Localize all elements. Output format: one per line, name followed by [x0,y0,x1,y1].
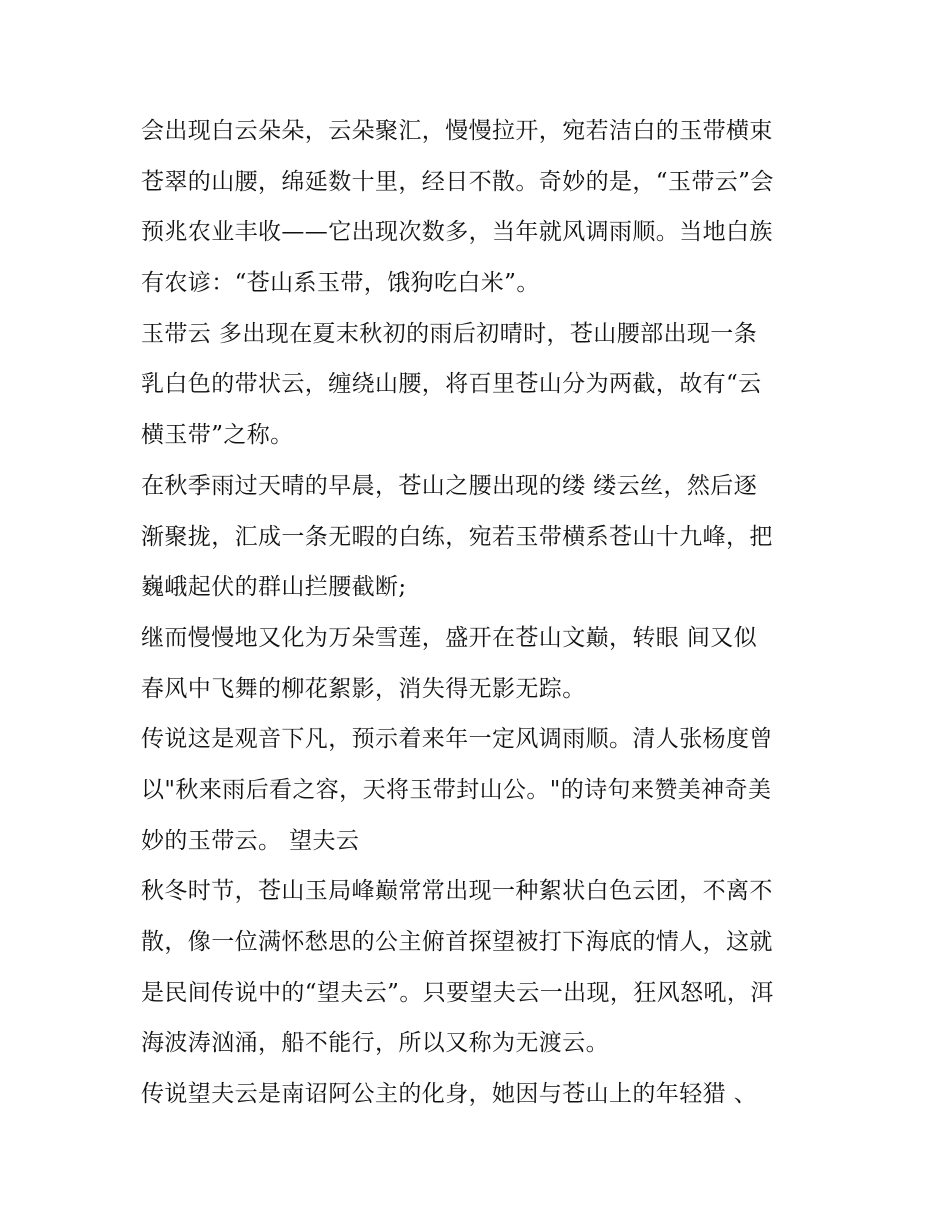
text-line: 横玉带”之称。 [141,422,294,449]
text-line: 会出现白云朵朵，云朵聚汇，慢慢拉开，宛若洁白的玉带横束 [141,118,773,144]
text-line: 巍峨起伏的群山拦腰截断; [141,574,407,601]
text-line: 是民间传说中的“望夫云”。只要望夫云一出现，狂风怒吼，洱 [141,979,774,1006]
text-line: 传说这是观音下凡，预示着来年一定风调雨顺。清人张杨度曾 [141,726,773,753]
text-line: 散，像一位满怀愁思的公主俯首探望被打下海底的情人，这就 [141,929,773,955]
text-line: 传说望夫云是南诏阿公主的化身，她因与苍山上的年轻猎 、 [141,1081,758,1108]
body-text [141,106,821,1120]
text-line: 以"秋来雨后看之容，天将玉带封山公。"的诗句来赞美神奇美 [141,776,772,803]
text-line: 苍翠的山腰，绵延数十里，经日不散。奇妙的是，“玉带云”会 [141,168,774,195]
text-line: 渐聚拢，汇成一条无暇的白练，宛若玉带横系苍山十九峰，把 [141,523,773,550]
text-line: 继而慢慢地又化为万朵雪莲，盛开在苍山文巅，转眼 间又似 [141,624,758,651]
text-line: 春风中飞舞的柳花絮影，消失得无影无踪。 [141,675,586,702]
text-line: 在秋季雨过天晴的早晨，苍山之腰出现的缕 缕云丝，然后逐 [141,472,758,499]
text-line: 乳白色的带状云，缠绕山腰，将百里苍山分为两截，故有“云 [141,371,762,398]
text-line: 海波涛汹涌，船不能行，所以又称为无渡云。 [141,1030,609,1057]
text-line: 玉带云 多出现在夏末秋初的雨后初晴时，苍山腰部出现一条 [141,320,758,347]
text-line: 妙的玉带云。 望夫云 [141,827,360,854]
text-line: 秋冬时节，苍山玉局峰巅常常出现一种絮状白色云团，不离不 [141,878,773,905]
text-line: 有农谚：“苍山系玉带，饿狗吃白米”。 [141,270,540,297]
text-line: 预兆农业丰收——它出现次数多，当年就风调雨顺。当地白族 [141,219,773,246]
